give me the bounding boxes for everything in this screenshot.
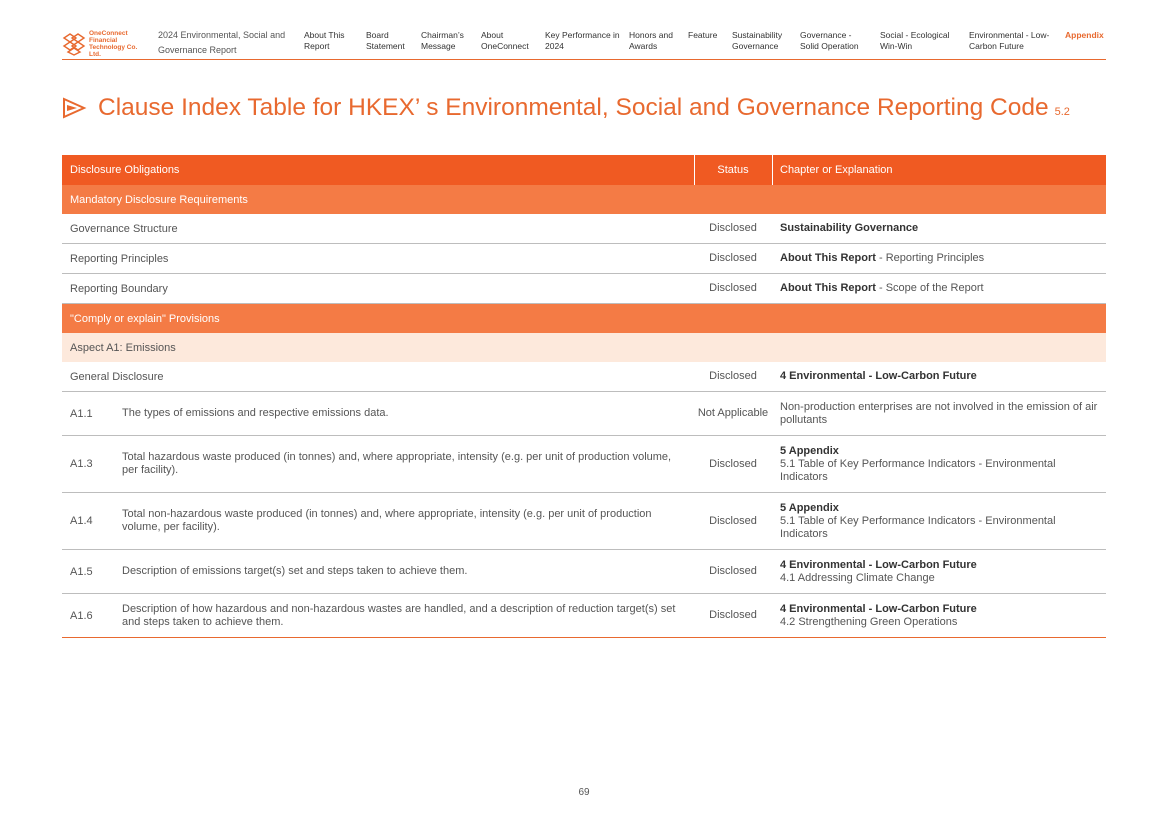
table-row <box>62 214 1106 244</box>
row-code: A1.3 <box>70 458 93 470</box>
report-title: 2024 Environmental, Social and Governance Report <box>158 30 286 55</box>
row-reference <box>780 594 1102 637</box>
logo-icon <box>62 32 86 56</box>
table-header-row <box>62 155 1106 185</box>
row-status: Disclosed <box>709 252 757 264</box>
ref-bold: 4 Environmental - Low-Carbon Future <box>780 370 977 382</box>
ref-bold: 5 Appendix <box>780 501 839 514</box>
section-label: Mandatory Disclosure Requirements <box>70 193 248 206</box>
row-reference <box>780 436 1102 492</box>
row-status: Disclosed <box>709 565 757 577</box>
row-code: A1.5 <box>70 565 93 578</box>
row-status: Not Applicable <box>697 407 769 419</box>
row-item: Reporting Principles <box>70 252 169 265</box>
clause-index-table <box>62 155 1106 638</box>
row-status: Disclosed <box>709 370 757 382</box>
play-arrow-icon <box>62 97 88 119</box>
row-code: A1.4 <box>70 515 93 527</box>
row-reference <box>780 244 1102 273</box>
nav-board-statement[interactable]: Board Statement <box>366 30 405 51</box>
nav-social[interactable]: Social - Ecological Win-Win <box>880 30 950 51</box>
ref-bold: Sustainability Governance <box>780 222 919 234</box>
ref-bold: 4 Environmental - Low-Carbon Future <box>780 602 977 615</box>
header-obligations: Disclosure Obligations <box>70 164 180 176</box>
row-reference <box>780 550 1102 593</box>
table-row <box>62 594 1106 638</box>
row-code: A1.6 <box>70 609 93 622</box>
header-status: Status <box>717 163 749 176</box>
header-chapter: Chapter or Explanation <box>780 163 893 176</box>
table-row <box>62 244 1106 274</box>
section-number: 5.2 <box>1054 106 1070 118</box>
table-row <box>62 436 1106 493</box>
section-label: "Comply or explain" Provisions <box>70 312 220 325</box>
ref-rest: - Reporting Principles <box>875 252 985 264</box>
nav-sustainability-governance[interactable]: Sustainability Governance <box>732 30 783 51</box>
row-reference <box>780 493 1102 549</box>
row-item: Reporting Boundary <box>70 282 168 295</box>
ref-text: 5.1 Table of Key Performance Indicators - Environmental Indicators <box>780 514 1056 540</box>
page-number: 69 <box>578 787 590 798</box>
nav-about-this-report[interactable]: About This Report <box>304 30 345 51</box>
aspect-row <box>62 333 1106 362</box>
ref-text: Non-production enterprises are not involved in the emission of air pollutants <box>780 400 1098 426</box>
nav-key-performance[interactable]: Key Performance in 2024 <box>545 30 620 51</box>
row-item: Governance Structure <box>70 222 178 235</box>
table-row <box>62 362 1106 392</box>
nav-honors-awards[interactable]: Honors and Awards <box>629 30 673 51</box>
ref-bold: About This Report <box>780 252 876 264</box>
row-status: Disclosed <box>709 514 757 527</box>
row-description: Total hazardous waste produced (in tonnes) and, where appropriate, intensity (e.g. per unit of production volume, per facility). <box>122 451 672 476</box>
row-code: A1.1 <box>70 407 93 420</box>
row-reference <box>780 214 1102 243</box>
row-status: Disclosed <box>709 609 757 621</box>
nav-about-oneconnect[interactable]: About OneConnect <box>481 30 529 51</box>
table-row <box>62 274 1106 304</box>
ref-bold: About This Report <box>780 282 876 294</box>
section-row-comply <box>62 304 1106 333</box>
row-item: General Disclosure <box>70 370 164 383</box>
ref-rest: - Scope of the Report <box>875 282 984 294</box>
ref-bold: 5 Appendix <box>780 444 839 457</box>
aspect-label: Aspect A1: Emissions <box>70 341 176 354</box>
table-row <box>62 392 1106 436</box>
nav-appendix[interactable]: Appendix <box>1065 30 1104 40</box>
page-title-row <box>62 94 1070 122</box>
company-logo[interactable] <box>62 30 149 58</box>
row-description: Description of emissions target(s) set and steps taken to achieve them. <box>122 565 468 577</box>
row-description: Total non-hazardous waste produced (in tonnes) and, where appropriate, intensity (e.g. per unit of production volume, per facility). <box>122 508 652 533</box>
row-status: Disclosed <box>709 222 757 234</box>
row-reference <box>780 274 1102 303</box>
nav-chairmans-message[interactable]: Chairman’s Message <box>421 30 464 51</box>
nav-environmental[interactable]: Environmental - Low-Carbon Future <box>969 30 1050 51</box>
top-header <box>62 26 1106 60</box>
row-description: The types of emissions and respective emissions data. <box>122 407 389 419</box>
logo-text: OneConnect Financial Technology Co. Ltd. <box>89 30 138 58</box>
nav-governance[interactable]: Governance - Solid Operation <box>800 30 859 51</box>
nav-feature[interactable]: Feature <box>688 30 718 40</box>
row-reference <box>780 392 1102 435</box>
table-row <box>62 493 1106 550</box>
ref-text: 5.1 Table of Key Performance Indicators - Environmental Indicators <box>780 457 1056 483</box>
row-status: Disclosed <box>709 457 757 470</box>
ref-text: 4.1 Addressing Climate Change <box>780 571 935 584</box>
section-row-mandatory <box>62 185 1106 214</box>
page-title: Clause Index Table for HKEX’ s Environmental, Social and Governance Reporting Code <box>98 94 1049 121</box>
row-description: Description of how hazardous and non-hazardous wastes are handled, and a description of reduction target(s) set and steps taken to achieve them. <box>122 602 676 628</box>
ref-text: 4.2 Strengthening Green Operations <box>780 615 958 628</box>
ref-bold: 4 Environmental - Low-Carbon Future <box>780 558 977 571</box>
row-reference <box>780 362 1102 391</box>
table-row <box>62 550 1106 594</box>
row-status: Disclosed <box>709 282 757 294</box>
